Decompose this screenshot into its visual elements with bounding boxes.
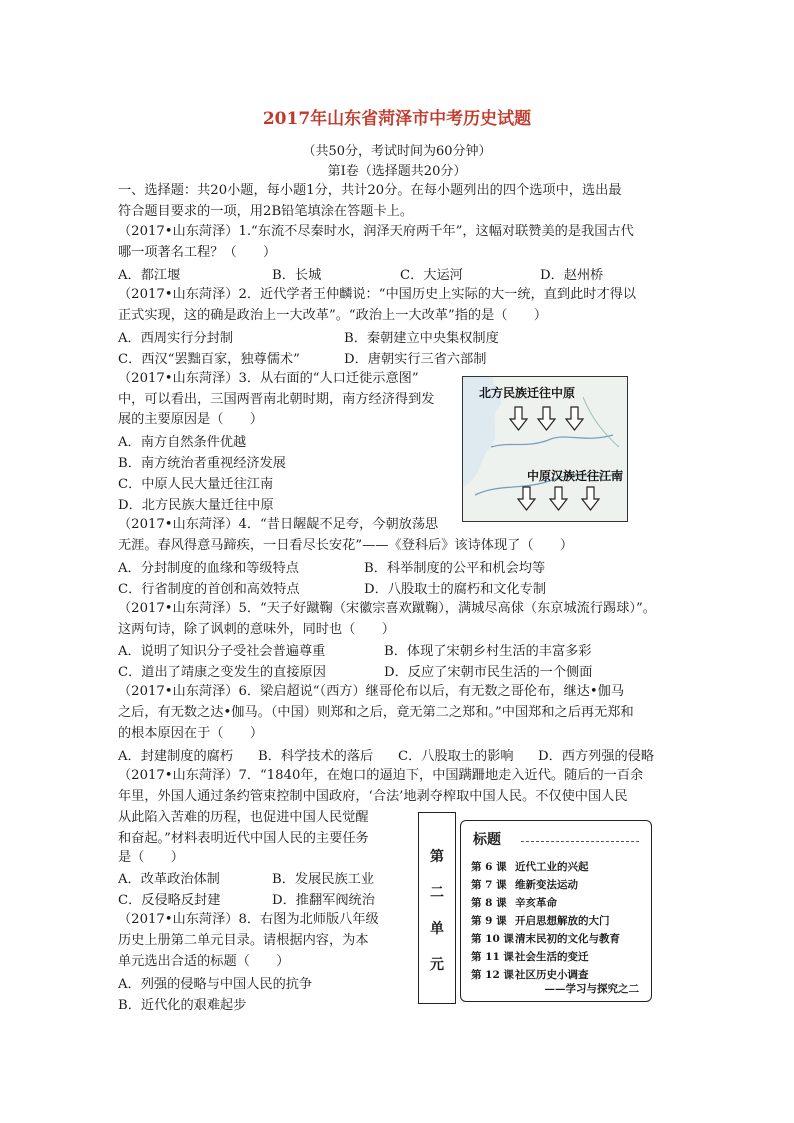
question-2-option-a[interactable]: A．西周实行分封制 — [118, 331, 234, 346]
toc-lesson-name: 社会生活的变迁 — [515, 951, 589, 963]
unit-label-char: 二 — [430, 885, 444, 901]
question-7-option-a[interactable]: A．改革政治体制 — [118, 872, 220, 887]
question-8-option-a[interactable]: A．列强的侵略与中国人民的抗争 — [118, 977, 313, 992]
question-7-stem: 是（ ） — [118, 850, 184, 865]
question-8-stem: 单元选出合适的标题（ ） — [118, 954, 290, 969]
question-5-option-b[interactable]: B．体现了宋朝乡村生活的丰富多彩 — [384, 644, 592, 659]
question-6-option-b[interactable]: B．科学技术的落后 — [258, 749, 374, 764]
question-7-option-c[interactable]: C．反侵略反封建 — [118, 893, 221, 908]
question-7-stem: （2017•山东菏泽）7．“1840年，在炮口的逼迫下，中国蹒跚地走入近代。随后的一百余 — [118, 768, 644, 783]
question-2-option-b[interactable]: B．秦朝建立中央集权制度 — [344, 331, 499, 346]
question-8-stem: （2017•山东菏泽）8．右图为北师版八年级 — [118, 912, 379, 927]
unit-label-char: 元 — [430, 957, 444, 973]
section-heading: 第Ⅰ卷（选择题共20分） — [327, 164, 467, 179]
toc-row — [471, 931, 620, 946]
exam-info: （共50分，考试时间为60分钟） — [302, 144, 492, 159]
question-4-option-a[interactable]: A．分封制度的血缘和等级特点 — [118, 561, 299, 576]
toc-lesson-number: 第 6 课 — [471, 861, 507, 873]
toc-row — [471, 859, 589, 874]
question-1-option-c[interactable]: C．大运河 — [400, 268, 463, 283]
toc-row — [471, 877, 578, 892]
question-6-stem: 之后，有无数之达•伽马。（中国）则郑和之后，竟无第二之郑和。”中国郑和之后再无郑和 — [118, 705, 634, 720]
toc-lesson-number: 第 9 课 — [471, 915, 507, 927]
toc-row — [471, 913, 610, 928]
question-2-option-c[interactable]: C．西汉“罢黜百家，独尊儒术” — [118, 352, 300, 367]
toc-lesson-name: 近代工业的兴起 — [515, 861, 589, 873]
question-7-option-d[interactable]: D．推翻军阀统治 — [272, 893, 375, 908]
toc-row — [471, 967, 589, 982]
toc-lesson-name: 开启思想解放的大门 — [515, 915, 610, 927]
page-title: 2017年山东省菏泽市中考历史试题 — [262, 109, 532, 129]
question-3-option-c[interactable]: C．中原人民大量迁往江南 — [118, 477, 274, 492]
question-4-stem: 无涯。春风得意马蹄疾，一日看尽长安花”——《登科后》该诗体现了（ ） — [118, 538, 574, 553]
question-3-option-d[interactable]: D．北方民族大量迁往中原 — [118, 498, 274, 513]
question-6-option-c[interactable]: C．八股取士的影响 — [398, 749, 514, 764]
question-6-stem: （2017•山东菏泽）6．梁启超说“（西方）继哥伦布以后，有无数之哥伦布，继达•伽马 — [118, 684, 625, 699]
question-8-option-b[interactable]: B．近代化的艰难起步 — [118, 998, 247, 1013]
toc-lesson-name: 辛亥革命 — [515, 897, 557, 909]
question-3-option-a[interactable]: A．南方自然条件优越 — [118, 435, 247, 450]
toc-lesson-number: 第 8 课 — [471, 897, 507, 909]
map-label-south: 中原汉族迁往江南 — [527, 469, 624, 483]
question-4-option-b[interactable]: B．科举制度的公平和机会均等 — [364, 561, 546, 576]
question-1-option-b[interactable]: B．长城 — [272, 268, 322, 283]
question-1-stem: （2017•山东菏泽）1.“东流不尽秦时水，润泽天府两千年”，这幅对联赞美的是我国古代 — [118, 224, 634, 239]
question-3-stem: 中，可以看出，三国两晋南北朝时期，南方经济得到发 — [118, 392, 435, 407]
toc-lesson-number: 第 7 课 — [471, 879, 507, 891]
toc-footer: ——学习与探究之二 — [544, 983, 639, 995]
question-6-option-d[interactable]: D．西方列强的侵略 — [538, 749, 655, 764]
question-6-stem: 的根本原因在于（ ） — [118, 726, 264, 741]
question-4-option-c[interactable]: C．行省制度的首创和高效特点 — [118, 582, 300, 597]
instruction-line: 一、选择题：共20小题，每小题1分，共计20分。在每小题列出的四个选项中，选出最 — [118, 183, 622, 198]
question-4-stem: （2017•山东菏泽）4．“昔日龌龊不足夸，今朝放荡思 — [118, 517, 439, 532]
question-8-stem: 历史上册第二单元目录。请根据内容，为本 — [118, 933, 369, 948]
toc-row — [471, 895, 557, 910]
toc-lesson-number: 第 11 课 — [471, 951, 514, 963]
unit-label-box — [418, 812, 456, 1004]
question-3-stem: （2017•山东菏泽）3．从右面的“人口迁徙示意图” — [118, 371, 419, 386]
question-5-option-d[interactable]: D．反应了宋朝市民生活的一个侧面 — [384, 665, 593, 680]
question-5-option-a[interactable]: A．说明了知识分子受社会普遍尊重 — [118, 644, 326, 659]
question-6-option-a[interactable]: A．封建制度的腐朽 — [118, 749, 234, 764]
question-5-stem: 这两句诗，除了讽刺的意味外，同时也（ ） — [118, 622, 395, 637]
toc-title: 标题 — [473, 832, 501, 848]
toc-row — [471, 949, 589, 964]
migration-map — [462, 376, 628, 522]
question-2-stem: 正式实现，这的确是政治上一大改革”。“政治上一大改革”指的是（ ） — [118, 308, 548, 323]
question-2-stem: （2017•山东菏泽）2．近代学者王仲麟说：“中国历史上实际的大一统，直到此时才得以 — [118, 287, 637, 302]
question-3-stem: 展的主要原因是（ ） — [118, 412, 264, 427]
question-1-stem: 哪一项著名工程？（ ） — [118, 245, 277, 260]
question-7-stem: 年里，外国人通过条约管束控制中国政府，‘合法’地剥夺榨取中国人民。不仅使中国人民 — [118, 789, 628, 804]
instruction-line: 符合题目要求的一项，用2B铅笔填涂在答题卡上。 — [118, 204, 414, 219]
map-label-north: 北方民族迁往中原 — [479, 386, 576, 400]
unit-label-char: 单 — [430, 921, 444, 937]
question-1-option-a[interactable]: A．都江堰 — [118, 268, 181, 283]
question-4-option-d[interactable]: D．八股取士的腐朽和文化专制 — [364, 582, 547, 597]
toc-lesson-name: 维新变法运动 — [515, 879, 578, 891]
question-1-option-d[interactable]: D．赵州桥 — [540, 268, 604, 283]
question-7-stem: 从此陷入苦难的历程，也促进中国人民觉醒 — [118, 810, 369, 825]
question-7-stem: 和奋起。”材料表明近代中国人民的主要任务 — [118, 831, 369, 846]
unit-label-char: 第 — [430, 849, 444, 865]
unit-table-of-contents — [460, 820, 652, 1002]
toc-lesson-name: 社区历史小调查 — [515, 969, 589, 981]
question-2-option-d[interactable]: D．唐朝实行三省六部制 — [344, 352, 487, 367]
toc-lesson-name: 清末民初的文化与教育 — [515, 933, 620, 945]
question-5-option-c[interactable]: C．道出了靖康之变发生的直接原因 — [118, 665, 326, 680]
toc-lesson-number: 第 12 课 — [471, 969, 514, 981]
toc-lesson-number: 第 10 课 — [471, 933, 514, 945]
question-3-option-b[interactable]: B．南方统治者重视经济发展 — [118, 456, 286, 471]
toc-title-blank — [521, 841, 639, 842]
question-7-option-b[interactable]: B．发展民族工业 — [272, 872, 375, 887]
question-5-stem: （2017•山东菏泽）5．“天子好蹴鞠（宋徽宗喜欢蹴鞠），满城尽高俅（东京城流行踢球）”。 — [118, 601, 656, 616]
